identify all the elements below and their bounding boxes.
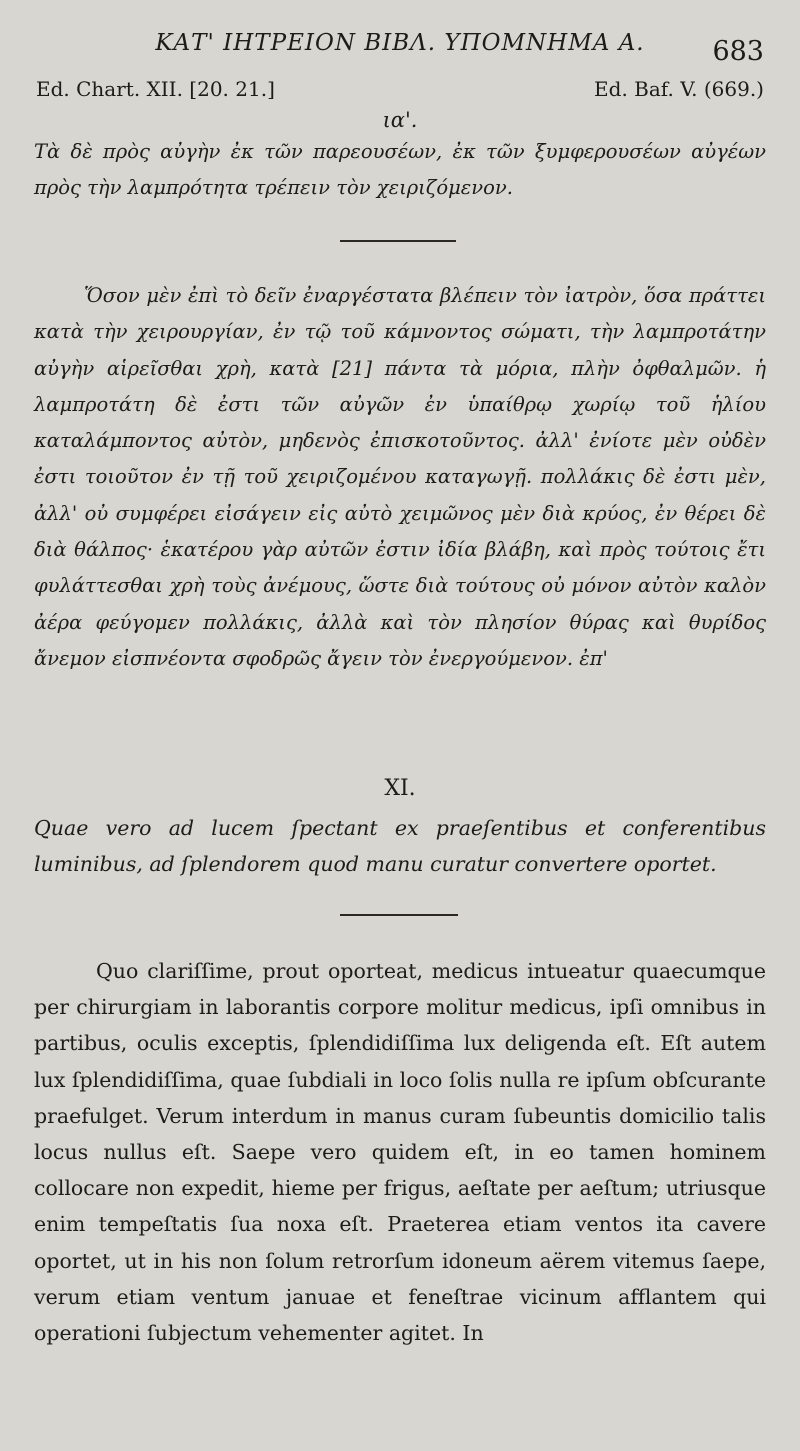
latin-lemma: Quae vero ad lucem ſpectant ex praeſentibus et conferentibus luminibus, ad ſplendorem quod manu curatur convertere oportet. bbox=[34, 816, 766, 876]
section-divider bbox=[340, 240, 456, 242]
running-title: ΚΑΤ' ΙΗΤΡΕΙΟΝ ΒΙΒΛ. ΥΠΟΜΝΗΜΑ Α. bbox=[155, 30, 645, 56]
latin-section-number: XI. bbox=[384, 776, 416, 801]
latin-commentary: Quo clariſſime, prout oporteat, medicus intueatur quaecumque per chirurgiam in laborantis corpore molitur medicus, ipſi omnibus in partibus, oculis exceptis, ſplendidiſſima lux deligenda eſt. Eſt autem lux ſplendidiſſima, quae ſubdiali in loco ſolis nulla re ipſum obſcurante praefulget. Verum interdum in manus curam ſubeuntis domicilio talis locus nullus eſt. Saepe vero quidem eſt, in eo tamen hominem collocare non expedit, hieme per frigus, aeſtate per aeſtum; utriusque enim tempeſtatis ſua noxa eſt. Praeterea etiam ventos ita cavere oportet, ut in his non ſolum retrorſum idoneum aërem vitemus ſaepe, verum etiam ventum januae et feneſtrae vicinum afflantem qui operationi ſubjectum vehementer agitet. In bbox=[34, 959, 766, 1346]
greek-lemma: Τὰ δὲ πρὸς αὐγὴν ἐκ τῶν παρεουσέων, ἐκ τῶν ξυμφερουσέων αὐγέων πρὸς τὴν λαμπρότητα τρέπειν τὸν χειριζόμενον. bbox=[34, 140, 766, 199]
edition-reference-right: Ed. Baf. V. (669.) bbox=[594, 77, 764, 101]
page-number: 683 bbox=[712, 36, 764, 67]
greek-section-number: ια'. bbox=[382, 108, 418, 132]
section-divider bbox=[340, 914, 458, 916]
edition-reference-left: Ed. Chart. XII. [20. 21.] bbox=[36, 77, 275, 101]
greek-commentary: Ὅσον μὲν ἐπὶ τὸ δεῖν ἐναργέστατα βλέπειν τὸν ἰατρὸν, ὅσα πράττει κατὰ τὴν χειρουργίαν, ἐν τῷ τοῦ κάμνοντος σώματι, τὴν λαμπροτάτην αὐγὴν αἱρεῖσθαι χρὴ, κατὰ [21] πάντα τὰ μόρια, πλὴν ὀφθαλμῶν. ἡ λαμπροτάτη δὲ ἐστι τῶν αὐγῶν ἐν ὑπαίθρῳ χωρίῳ τοῦ ἡλίου καταλάμποντος αὐτὸν, μηδενὸς ἐπισκοτοῦντος. ἀλλ' ἐνίοτε μὲν οὐδὲν ἐστι τοιοῦτον ἐν τῇ τοῦ χειριζομένου καταγωγῇ. πολλάκις δὲ ἐστι μὲν, ἀλλ' οὐ συμφέρει εἰσάγειν εἰς αὐτὸ χειμῶνος μὲν διὰ κρύος, ἐν θέρει δὲ διὰ θάλπος· ἑκατέρου γὰρ αὐτῶν ἐστιν ἰδία βλάβη, καὶ πρὸς τούτοις ἔτι φυλάττεσθαι χρὴ τοὺς ἀνέμους, ὥστε διὰ τούτους οὐ μόνον αὐτὸν καλὸν ἀέρα φεύγομεν πολλάκις, ἀλλὰ καὶ τὸν πλησίον θύρας καὶ θυρίδος ἄνεμον εἰσπνέοντα σφοδρῶς ἄγειν τὸν ἐνεργούμενον. ἐπ' bbox=[34, 284, 766, 670]
